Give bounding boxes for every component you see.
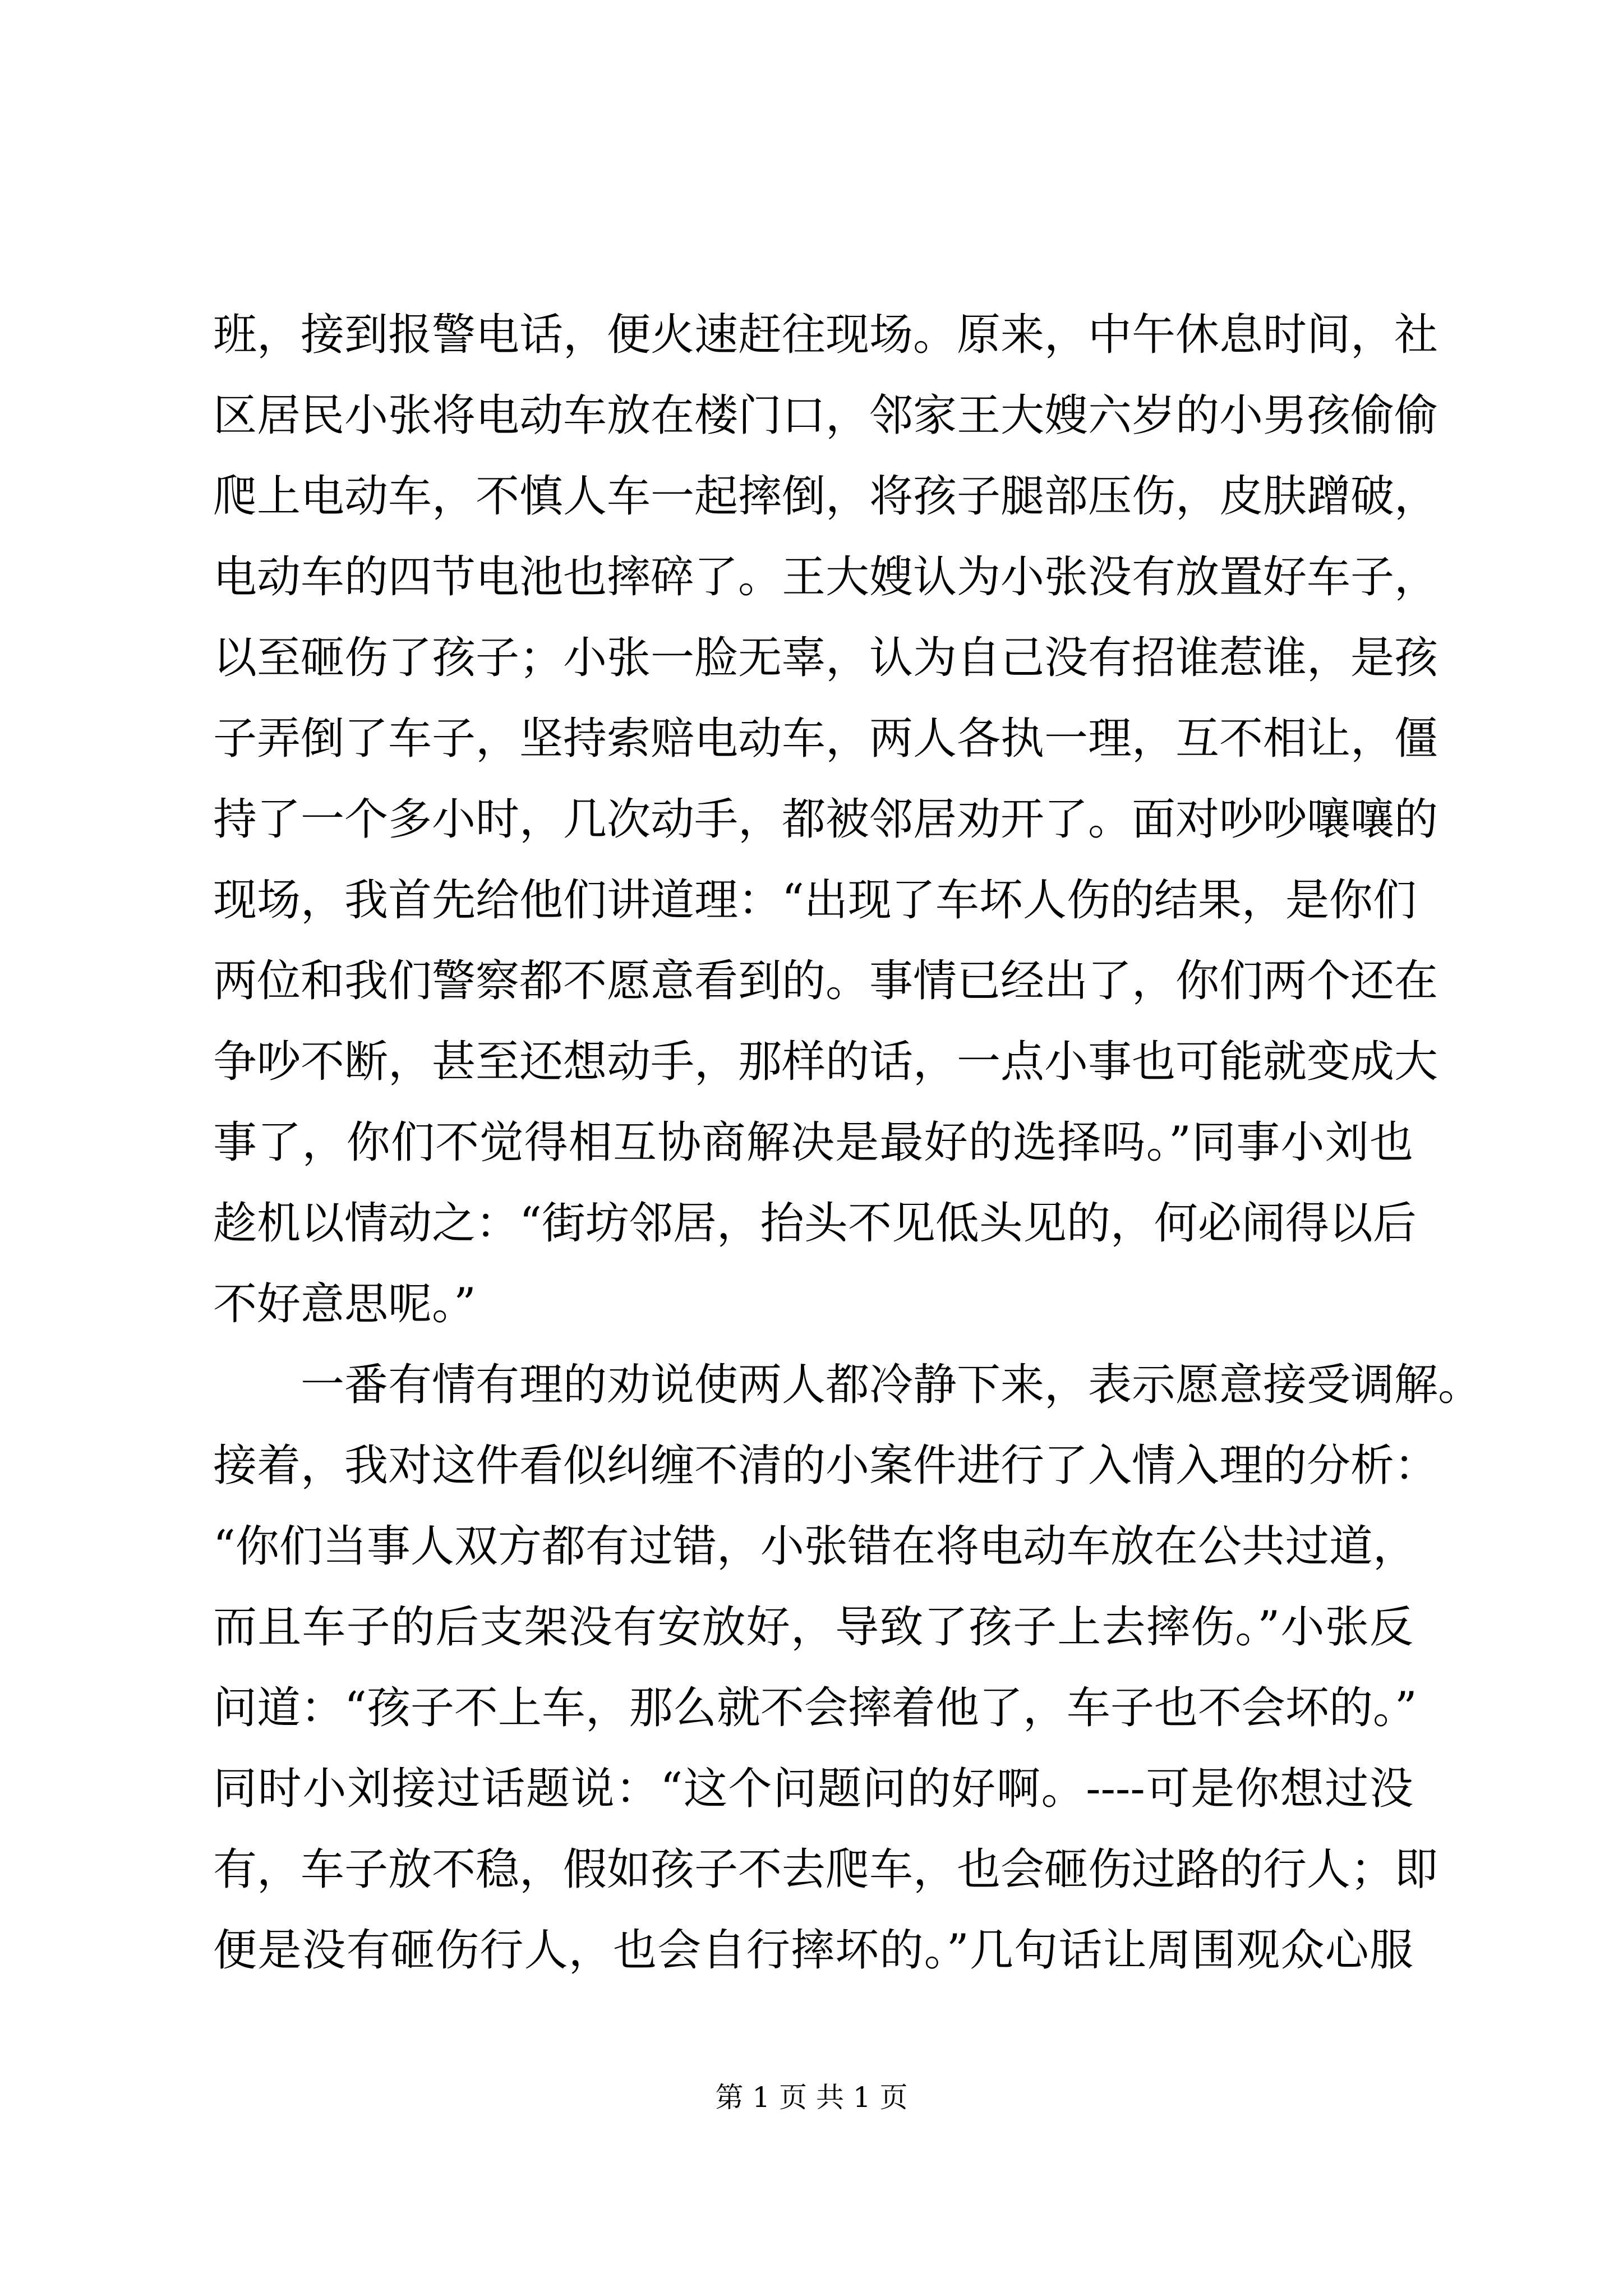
paragraph-line: 持了一个多小时，几次动手，都被邻居劝开了。面对吵吵嚷嚷的 <box>213 794 1438 845</box>
paragraph-line: 有，车子放不稳，假如孩子不去爬车，也会砸伤过路的行人；即 <box>213 1844 1438 1895</box>
paragraph-line: 子弄倒了车子，坚持索赔电动车，两人各执一理，互不相让，僵 <box>213 714 1438 764</box>
paragraph-line: 不好意思呢。” <box>213 1279 476 1329</box>
paragraph-line: 两位和我们警察都不愿意看到的。事情已经出了，你们两个还在 <box>213 956 1438 1006</box>
paragraph-line: 区居民小张将电动车放在楼门口，邻家王大嫂六岁的小男孩偷偷 <box>213 390 1438 441</box>
paragraph-line: 爬上电动车，不慎人车一起摔倒，将孩子腿部压伤，皮肤蹭破， <box>213 471 1438 522</box>
document-body <box>213 295 1482 1991</box>
page-footer <box>0 2078 1623 2117</box>
paragraph-line: 同时小刘接过话题说：“这个问题问的好啊。----可是你想过没 <box>213 1764 1413 1814</box>
paragraph-line: 问道：“孩子不上车，那么就不会摔着他了，车子也不会坏的。” <box>213 1683 1417 1733</box>
paragraph-line: 接着，我对这件看似纠缠不清的小案件进行了入情入理的分析： <box>213 1441 1438 1491</box>
paragraph-line: 电动车的四节电池也摔碎了。王大嫂认为小张没有放置好车子， <box>213 552 1438 602</box>
paragraph-line: “你们当事人双方都有过错，小张错在将电动车放在公共过道， <box>213 1521 1417 1572</box>
paragraph-line: 现场，我首先给他们讲道理：“出现了车坏人伤的结果，是你们 <box>213 875 1417 926</box>
paragraph-line: 以至砸伤了孩子；小张一脸无辜，认为自己没有招谁惹谁，是孩 <box>213 633 1438 683</box>
page-number-label: 第 1 页 共 1 页 <box>715 2081 908 2114</box>
paragraph-line: 趁机以情动之：“街坊邻居，抬头不见低头见的，何必闹得以后 <box>213 1198 1417 1249</box>
paragraph-line: 班，接到报警电话，便火速赶往现场。原来，中午休息时间，社 <box>213 310 1438 360</box>
paragraph-line: 一番有情有理的劝说使两人都冷静下来，表示愿意接受调解。 <box>301 1360 1482 1410</box>
paragraph-line: 而且车子的后支架没有安放好，导致了孩子上去摔伤。”小张反 <box>213 1602 1413 1653</box>
paragraph-line: 争吵不断，甚至还想动手，那样的话，一点小事也可能就变成大 <box>213 1037 1438 1087</box>
paragraph-line: 事了，你们不觉得相互协商解决是最好的选择吗。”同事小刘也 <box>213 1117 1413 1168</box>
paragraph-line: 便是没有砸伤行人，也会自行摔坏的。”几句话让周围观众心服 <box>213 1925 1413 1976</box>
